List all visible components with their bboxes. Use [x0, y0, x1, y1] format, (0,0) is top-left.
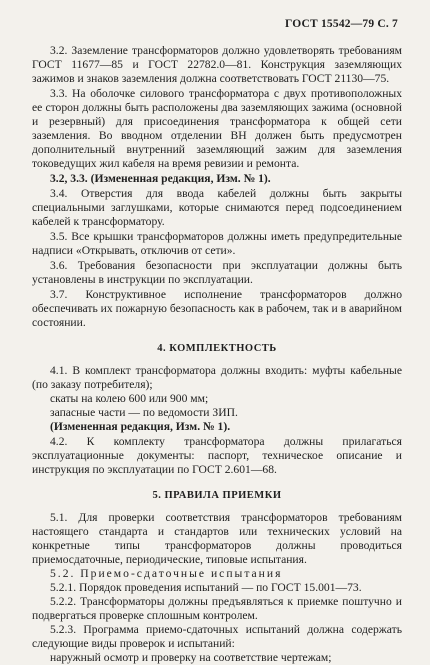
page-content	[32, 44, 402, 665]
clause-5-2-3: 5.2.3. Программа приемо-сдаточных испытаний должна содержать следующие виды проверок и испытаний:	[32, 623, 402, 650]
clause-3-2: 3.2. Заземление трансформаторов должно удовлетворять требованиям ГОСТ 11677—85 и ГОСТ 22782.0—81. Конструкция заземляющих зажимов и знаков заземления должна соответствовать ГОСТ 21130—75.	[32, 44, 402, 85]
clause-3-5: 3.5. Все крышки трансформаторов должны иметь предупредительные надписи «Открывать, отключив от сети».	[32, 230, 402, 257]
clause-4-1: 4.1. В комплект трансформатора должны входить: муфты кабельные (по заказу потребителя);	[32, 364, 402, 391]
section-heading-4: 4. КОМПЛЕКТНОСТЬ	[157, 343, 277, 354]
clause-3-7: 3.7. Конструктивное исполнение трансформаторов должно обеспечивать их пожарную безопасность как в рабочем, так и в аварийном состоянии.	[32, 288, 402, 329]
amendment-note-2: (Измененная редакция, Изм. № 1).	[50, 420, 231, 433]
clause-4-1-item-2: скаты на колею 600 или 900 мм;	[50, 392, 209, 405]
clause-5-2-3-item: наружный осмотр и проверку на соответствие чертежам;	[50, 651, 332, 664]
clause-4-2: 4.2. К комплекту трансформатора должны прилагаться эксплуатационные документы: паспорт, техническое описание и инструкция по эксплуатации по ГОСТ 2.601—68.	[32, 435, 402, 476]
clause-5-2-2: 5.2.2. Трансформаторы должны предъявляться к приемке поштучно и подвергаться проверке сплошным контролем.	[32, 595, 402, 622]
clause-5-2-1: 5.2.1. Порядок проведения испытаний — по ГОСТ 15.001—73.	[50, 581, 362, 594]
clause-3-6: 3.6. Требования безопасности при эксплуатации должны быть установлены в инструкции по эксплуатации.	[32, 259, 402, 286]
page-header: ГОСТ 15542—79 С. 7	[285, 18, 398, 30]
clause-5-2: 5.2. Приемо-сдаточные испытания	[50, 567, 283, 580]
amendment-note-1: 3.2, 3.3. (Измененная редакция, Изм. № 1).	[50, 172, 271, 185]
clause-4-1-item-3: запасные части — по ведомости ЗИП.	[50, 406, 238, 419]
clause-5-1: 5.1. Для проверки соответствия трансформаторов требованиям настоящего стандарта и стандартов или технических условий на конкретные типы трансформаторов должны проводиться приемосдаточные, периодические, типовые испытания.	[32, 511, 402, 566]
clause-3-3: 3.3. На оболочке силового трансформатора с двух противоположных ее сторон должны быть расположены два заземляющих зажима (основной и резервный) для присоединения трансформатора к общей сети заземления. Во вводном отделении ВН должен быть предусмотрен дополнительный внутренний заземляющий зажим для заземления токоведущих жил кабеля на время ревизии и ремонта.	[32, 87, 402, 170]
section-heading-5: 5. ПРАВИЛА ПРИЕМКИ	[152, 490, 282, 501]
clause-3-4: 3.4. Отверстия для ввода кабелей должны быть закрыты специальными заглушками, которые снимаются перед подсоединением кабелей к трансформатору.	[32, 187, 402, 228]
